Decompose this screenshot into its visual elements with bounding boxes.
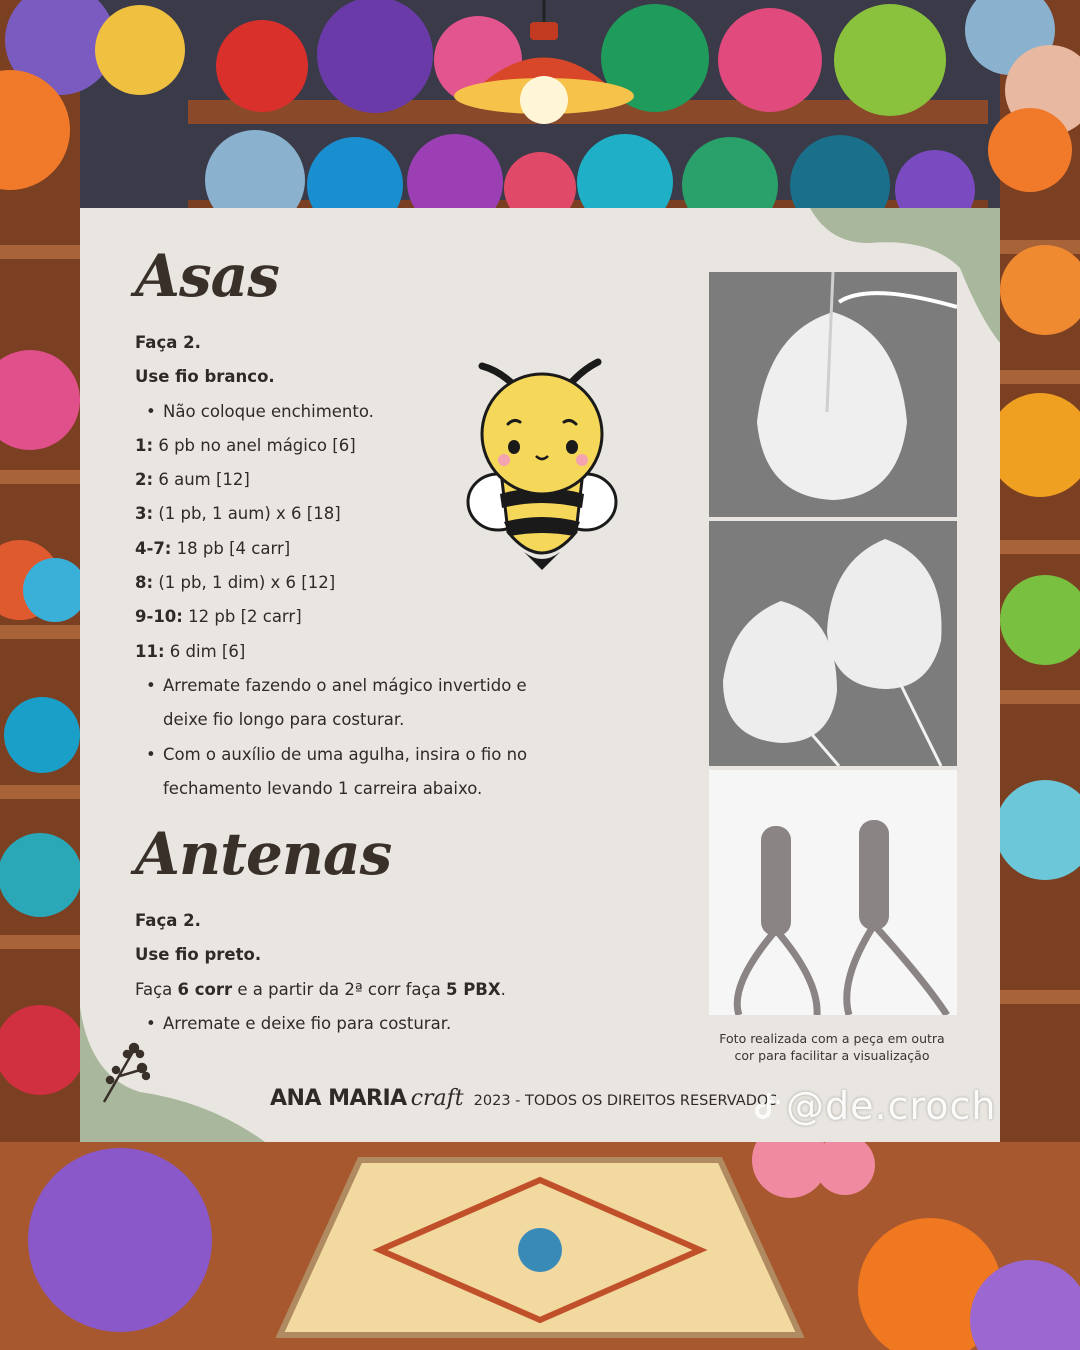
asas-line-3: • Não coloque enchimento. xyxy=(135,395,605,429)
brand-script: craft xyxy=(410,1086,464,1111)
tiktok-icon xyxy=(752,1092,782,1122)
photo-wing-with-needle xyxy=(709,272,957,517)
leaf-branch-icon xyxy=(94,1040,150,1106)
watermark-handle: @de.croch xyxy=(786,1084,997,1128)
antenas-line-chain-b: 6 corr xyxy=(177,979,233,999)
row-text: 6 aum [12] xyxy=(153,470,250,490)
section-title-asas: Asas xyxy=(135,242,279,310)
row-number: 1: xyxy=(135,435,154,455)
antenas-line-chain-a: Faça xyxy=(135,979,178,999)
row-number: 8: xyxy=(135,573,154,593)
copyright-text: 2023 - TODOS OS DIREITOS RESERVADOS xyxy=(473,1093,778,1109)
row-number: 9-10: xyxy=(135,607,183,627)
row-number: 2: xyxy=(135,470,154,490)
asas-line-11: • Arremate fazendo o anel mágico invertido e xyxy=(135,669,605,703)
row-text: 18 pb [4 carr] xyxy=(171,538,291,558)
row-text: 12 pb [2 carr] xyxy=(182,607,302,627)
asas-line-2: Use fio branco. xyxy=(135,367,275,387)
pattern-card xyxy=(80,208,1000,1142)
photo-antennae xyxy=(709,770,957,1015)
brand-name: ANA MARIA xyxy=(270,1086,407,1111)
asas-line-10 xyxy=(135,635,605,669)
asas-line-9 xyxy=(135,600,605,634)
row-text: (1 pb, 1 aum) x 6 [18] xyxy=(153,504,341,524)
row-number: 11: xyxy=(135,641,165,661)
row-number: 3: xyxy=(135,504,154,524)
photo-caption-line-1: Foto realizada com a peça em outra xyxy=(719,1031,945,1046)
antenas-line-chain-d: 5 PBX xyxy=(445,979,501,999)
antenas-line-quantity: Faça 2. xyxy=(135,911,201,930)
photo-caption xyxy=(700,1030,964,1064)
row-text: 6 dim [6] xyxy=(164,641,246,661)
antenas-line-yarn: Use fio preto. xyxy=(135,945,262,965)
asas-line-12: deixe fio longo para costurar. xyxy=(163,710,405,730)
photo-column xyxy=(709,272,957,1019)
row-text: 6 pb no anel mágico [6] xyxy=(153,435,356,455)
antenas-line-chain-c: e a partir da 2ª corr faça xyxy=(232,979,446,999)
antenas-line-finish: • Arremate e deixe fio para costurar. xyxy=(135,1007,605,1041)
antenas-line-chain xyxy=(135,973,605,1007)
section-title-antenas: Antenas xyxy=(135,820,392,888)
asas-line-13: • Com o auxílio de uma agulha, insira o fio no xyxy=(135,738,605,772)
row-number: 4-7: xyxy=(135,538,172,558)
photo-caption-line-2: cor para facilitar a visualização xyxy=(734,1048,930,1063)
asas-line-14: fechamento levando 1 carreira abaixo. xyxy=(163,778,483,798)
floor-with-rug xyxy=(0,1122,1080,1350)
row-text: (1 pb, 1 dim) x 6 [12] xyxy=(153,573,336,593)
antenas-instructions xyxy=(135,904,605,1041)
tiktok-watermark xyxy=(752,1084,997,1128)
bee-illustration xyxy=(464,352,620,572)
photo-two-wings xyxy=(709,521,957,766)
asas-line-1: Faça 2. xyxy=(135,333,201,352)
antenas-line-chain-e: . xyxy=(500,979,506,999)
